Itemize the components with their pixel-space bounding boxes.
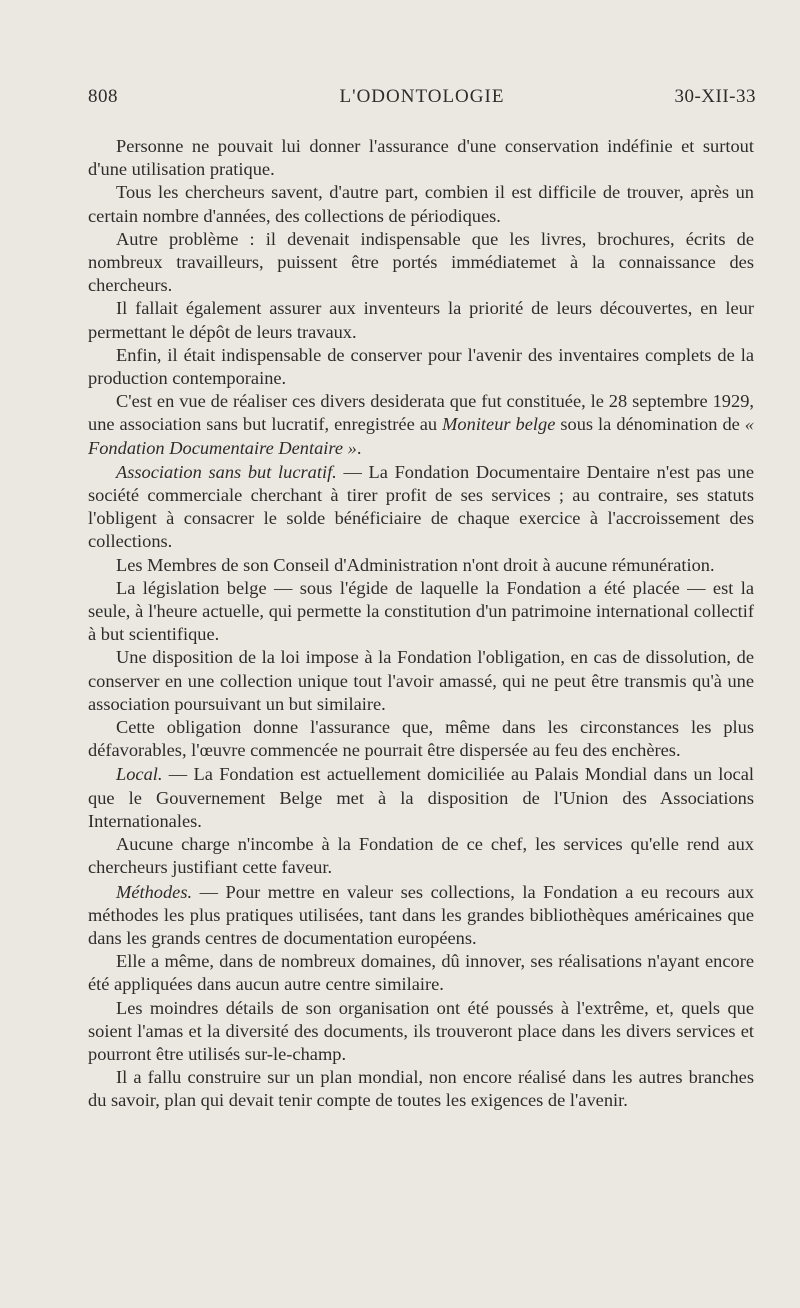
body-text: [88, 135, 754, 1113]
paragraph: Elle a même, dans de nombreux domaines, dû innover, ses réalisations n'ayant encore été appliquées dans aucun autre centre similaire.: [88, 951, 754, 995]
paragraph: [88, 390, 754, 460]
paragraph: Autre problème : il devenait indispensable que les livres, brochures, écrits de nombreux travailleurs, puissent être portés immédiatemet à la connaissance des chercheurs.: [88, 228, 754, 296]
text-run: .: [356, 437, 362, 458]
italic-run: « Fondation Documentaire Dentaire »: [88, 414, 754, 458]
section-paragraph: [88, 763, 754, 833]
issue-date: 30-XII-33: [674, 86, 756, 107]
paragraph: Les moindres détails de son organisation ont été poussés à l'extrême, et, quels que soient l'amas et la diversité des documents, ils trouveront place dans les divers services et pourront être utilisés sur-le-champ.: [88, 997, 754, 1064]
section-heading: Méthodes.: [116, 881, 193, 902]
text-run: C'est en vue de réaliser ces divers desiderata que fut constituée, le 28 septembre 1929, une association sans but lucratif, enregistrée au: [88, 391, 754, 435]
section-heading: Local.: [116, 764, 163, 785]
text-run: — La Fondation Documentaire Dentaire n'est pas une société commerciale cherchant à tirer profit de ses services ; au contraire, ses statuts l'obligent à consacrer le solde bénéficiaire de chaque exercice à l'accroissement des collections.: [88, 461, 754, 552]
section-paragraph: [88, 881, 754, 951]
paragraph: Aucune charge n'incombe à la Fondation de ce chef, les services qu'elle rend aux chercheurs justifiant cette faveur.: [88, 834, 754, 878]
paragraph: Tous les chercheurs savent, d'autre part, combien il est difficile de trouver, après un certain nombre d'années, des collections de périodiques.: [88, 182, 754, 226]
page-number: 808: [88, 86, 118, 107]
section-paragraph: [88, 461, 754, 554]
paragraph: Personne ne pouvait lui donner l'assurance d'une conservation indéfinie et surtout d'une utilisation pratique.: [88, 136, 754, 180]
italic-run: Moniteur belge: [442, 414, 556, 435]
paragraph: La législation belge — sous l'égide de laquelle la Fondation a été placée — est la seule, à l'heure actuelle, qui permette la constitution d'un patrimoine international collectif à but scientifique.: [88, 577, 754, 645]
text-run: — Pour mettre en valeur ses collections, la Fondation a eu recours aux méthodes les plus pratiques utilisées, tant dans les grandes bibliothèques américaines que dans les grands centres de documentation européens.: [88, 881, 754, 948]
paragraph: Il fallait également assurer aux inventeurs la priorité de leurs découvertes, en leur permettant le dépôt de leurs travaux.: [88, 298, 754, 342]
text-run: — La Fondation est actuellement domiciliée au Palais Mondial dans un local que le Gouvernement Belge met à la disposition de l'Union des Associations Internationales.: [88, 764, 754, 831]
section-heading: Association sans but lucratif.: [116, 461, 337, 482]
paragraph: Les Membres de son Conseil d'Administration n'ont droit à aucune rémunération.: [116, 554, 715, 575]
paragraph: Une disposition de la loi impose à la Fondation l'obligation, en cas de dissolution, de conserver en une collection unique tout l'avoir amassé, qui ne peut être transmis qu'à une association poursuivant un but similaire.: [88, 647, 754, 714]
paragraph: Il a fallu construire sur un plan mondial, non encore réalisé dans les autres branches du savoir, plan qui devait tenir compte de toutes les exigences de l'avenir.: [88, 1067, 754, 1111]
running-title: L'ODONTOLOGIE: [339, 86, 505, 107]
paragraph: Enfin, il était indispensable de conserver pour l'avenir des inventaires complets de la production contemporaine.: [88, 344, 754, 389]
paragraph: Cette obligation donne l'assurance que, même dans les circonstances les plus défavorables, l'œuvre commencée ne pourrait être dispersée au feu des enchères.: [88, 717, 754, 761]
running-header: [88, 86, 756, 116]
text-run: sous la dénomination de: [555, 414, 745, 435]
